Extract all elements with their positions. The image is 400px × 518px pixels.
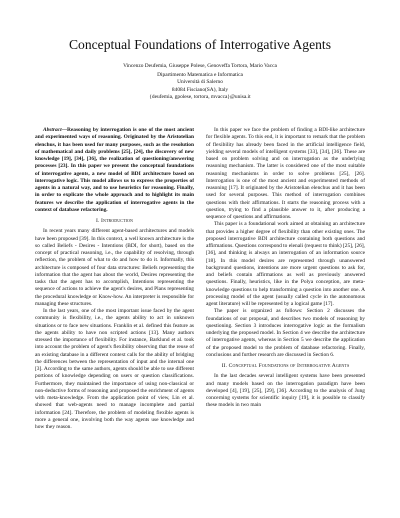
body-columns	[35, 127, 365, 512]
paragraph: In the last years, one of the most important issue faced by the agent community is flexibility, i.e., the agents ability to act in unknown situations or to face new situations. Franklin et al. defined this feature as the agents ability to have non scripted actions [13]. Many authors stressed the importance of flexibility. For instance, Barklund et al. took into account the problem of agent's flexibility observing that the reuse of an existing database in a different context calls for the ability of bridging the differences between the representation of input and the internal one [3]. According to the same authors, agents should be able to use different portions of knowledge depending on users or question classifications. Furthermore, they maintained the importance of using non-classical or non-deductive forms of reasoning and proposed the enrichment of agents with meta-knowledge. From the application point of view, Lin et al. showed that web-agents need to manage incomplete and partial information [24]. Therefore, the problem of modeling flexible agents is more a general one, involving both the way agents use knowledge and how they reason.	[35, 308, 194, 430]
section-heading-foundations: II. Conceptual Foundations of Interrogative Agents	[221, 363, 350, 369]
section-heading-introduction: I. Introduction	[96, 218, 133, 224]
author-block	[35, 63, 365, 102]
paragraph: The paper is organized as follows: Section 2 discusses the foundations of our proposal, and describes two models of reasoning by questioning. Section 3 introduces interrogative logic as the formalism underlying the proposed model. In Section 4 we describe the architecture of interrogative agents, whereas in Section 5 we describe the application of the proposed model to the problem of database refactoring. Finally, conclusions and further research are discussed in Section 6.	[206, 308, 365, 358]
abstract-body: —Reasoning by interrogation is one of the most ancient and experimented ways of reasoning. Originated by the Aristotelian elenchus, it has been used for many purposes, such as the resolution of mathematical and daily problems [25], [24], the discovery of new knowledge [19], [34], [36], the realization of questioning/answering processes [23]. In this paper we present the conceptual foundations of interrogative agents, a new model of BDI architecture based on interrogative logic. This model allows us to express the properties of agents in a natural way, and to use heuristics for reasoning. Finally, in order to explicate the whole approach and to highlight its main features we describe the application of interrogative agents in the context of database refactoring.	[35, 127, 194, 213]
paragraph: In the last decades several intelligent systems have been presented and many models based on the interrogation paradigm have been developed [4], [19], [25], [29], [36]. According to the analysis of Jung concerning systems for scientific inquiry [19], it is possible to classify these models in two main	[206, 373, 365, 409]
paragraph: In this paper we face the problem of finding a BDI-like architecture for flexible agents. To this end, it is important to remark that the problem of flexibility has already been faced in the artificial intelligence field, yielding several models of intelligent systems [33], [34], [36]. These are based on problem solving and on interrogation as the underlying reasoning mechanism. The latter is considered one of the most suitable reasoning mechanisms in order to solve problems [25], [26]. Interrogation is one of the most ancient and experimented methods of reasoning [17]. It originated by the Aristotelian elenchus and it has been used for several purposes. This method of interrogation combines questions with their affirmations. It starts the reasoning process with a question, trying to find a plausible answer to it, after producing a sequence of questions and affirmations.	[206, 127, 365, 220]
affiliation-university: Università di Salerno	[177, 79, 223, 86]
author-emails: {deufemia, gpolese, tortora, mvacca}@unisa.it	[149, 94, 251, 101]
right-column	[206, 127, 365, 512]
left-column	[35, 127, 194, 512]
paragraph: This paper is a foundational work aimed at obtaining an architecture that provides a higher degree of flexibility than other existing ones. The proposed interrogative BDI architecture containing both questions and affirmations. Questions correspond to elenali (request to think) [25], [26], [36], and thinking is always an interrogation of an information source [18]. In this model desires are represented through unanswered background questions, intentions are more urgent questions to ask for, and beliefs contain affirmations as well as previously answered questions. Finally, heuristics, like in the Polya conception, are meta-knowledge questions to help transforming a question into another one. A processing model of the agent (usually called cycle in the autonomous agent literature) will be represented by a logical game [17].	[206, 221, 365, 307]
affiliation-address: 84084 Fisciano(SA), Italy	[171, 86, 229, 93]
abstract	[35, 127, 194, 214]
affiliation-department: Dipartimento Matematica e Informatica	[157, 71, 243, 78]
author-names: Vincenzo Deufemia, Giuseppe Polese, Genoveffa Tortora, Mario Vacca	[123, 63, 277, 69]
paper-title: Conceptual Foundations of Interrogative Agents	[68, 37, 331, 52]
abstract-lead: Abstract	[43, 127, 62, 133]
paragraph: In recent years many different agent-based architectures and models have been proposed [39]. In this context, a well known architecture is the so called Beliefs - Desires - Intentions (BDI, for short), based on the concept of practical reasoning, i.e., the capability of resolving, through reflection, the problem of what to do and how to do it. Informally, this architecture is composed of four data structures: Beliefs representing the information that the agent has about the world, Desires representing the tasks that the agent has to accomplish, Intentions representing the sequence of actions to achieve the agent's desires, and Plans representing the procedural knowledge or Know-how. An interpreter is responsible for managing these structures.	[35, 228, 194, 307]
